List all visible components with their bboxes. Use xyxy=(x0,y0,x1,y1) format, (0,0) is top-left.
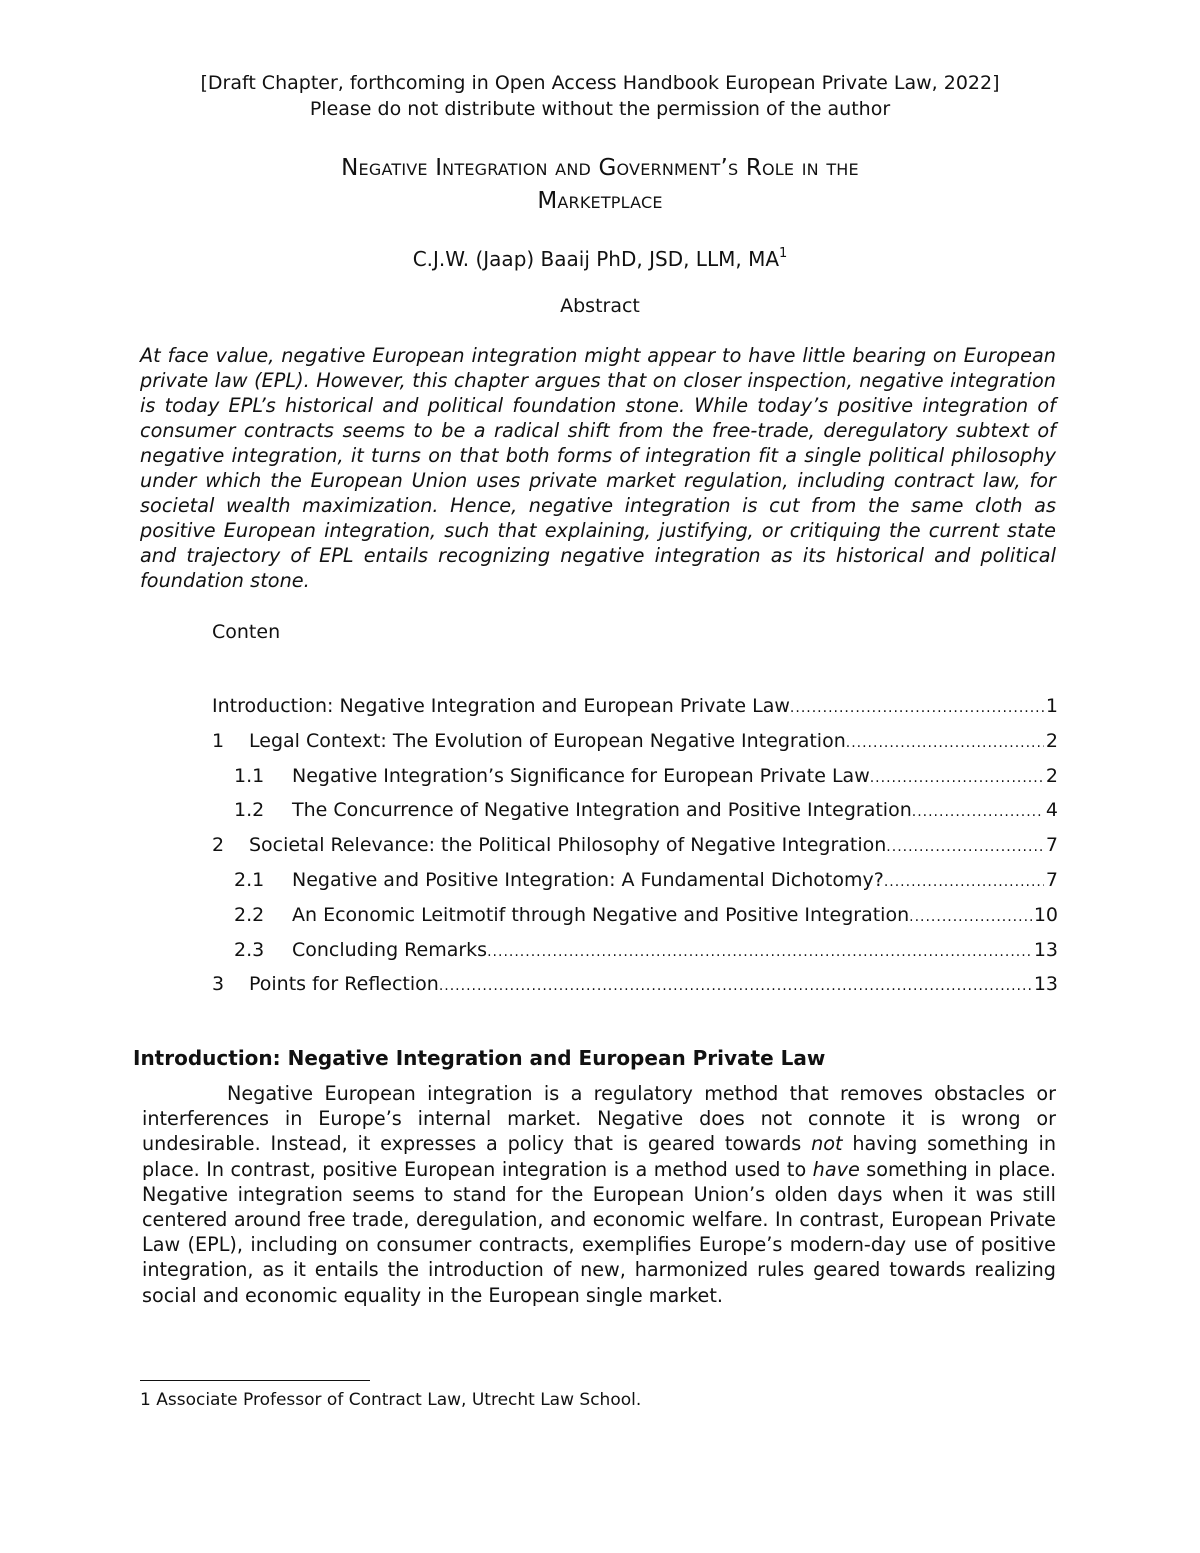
toc-entry[interactable] xyxy=(212,692,1058,727)
toc-entry[interactable] xyxy=(212,796,1058,831)
distribution-notice: Please do not distribute without the permission of the author xyxy=(309,98,891,120)
toc-entry[interactable] xyxy=(212,901,1058,936)
toc-entry-page: 2 xyxy=(1045,729,1058,752)
table-of-contents xyxy=(212,692,1058,1005)
contents-label: Conten xyxy=(212,621,281,643)
toc-dot-leader xyxy=(870,764,1044,792)
toc-entry-title: Introduction: Negative Integration and European Private Law xyxy=(212,695,790,717)
toc-entry-page: 7 xyxy=(1045,834,1058,857)
toc-entry-number: 2.3 xyxy=(234,938,265,961)
footnote-number: 1 xyxy=(140,1390,151,1410)
body-emphasis: have xyxy=(812,1157,860,1181)
toc-entry-title: Legal Context: The Evolution of European Negative Integration xyxy=(249,729,846,752)
toc-entry-number: 1.1 xyxy=(234,764,265,787)
toc-entry-page: 4 xyxy=(1045,799,1058,822)
footnote xyxy=(140,1388,641,1412)
body-paragraph xyxy=(142,1081,1056,1308)
toc-entry-page: 1 xyxy=(1045,695,1058,717)
toc-entry-page: 13 xyxy=(1033,938,1058,961)
toc-entry-number: 3 xyxy=(212,973,225,996)
toc-entry-page: 7 xyxy=(1045,868,1058,891)
draft-header xyxy=(0,70,1200,122)
abstract-label: Abstract xyxy=(560,295,640,317)
author-name: C.J.W. (Jaap) Baaij PhD, JSD, LLM, MA xyxy=(412,247,780,271)
toc-dot-leader xyxy=(909,903,1032,931)
toc-entry[interactable] xyxy=(212,762,1058,797)
toc-entry[interactable] xyxy=(212,970,1058,1005)
body-text-part: having something in place. In contrast, positive European integration is a method used to xyxy=(142,1132,1056,1181)
toc-entry-title: Societal Relevance: the Political Philosophy of Negative Integration xyxy=(249,834,887,857)
toc-entry-title: Concluding Remarks xyxy=(292,938,488,961)
toc-entry-number: 2.1 xyxy=(234,868,265,891)
toc-entry-page: 2 xyxy=(1045,764,1058,787)
toc-entry[interactable] xyxy=(212,866,1058,901)
toc-entry[interactable] xyxy=(212,936,1058,971)
author-footnote-ref[interactable]: 1 xyxy=(779,246,788,261)
abstract-text: At face value, negative European integration might appear to have little bearing on European private law (EPL). However, this chapter argues that on closer inspection, negative integration is today EPL’s historical and political foundation stone. While today’s positive integration of consumer contracts seems to be a radical shift from the free-trade, deregulatory subtext of negative integration, it turns on that both forms of integration fit a single political philosophy under which the European Union uses private market regulation, including contract law, for societal wealth maximization. Hence, negative integration is cut from the same cloth as positive European integration, such that explaining, justifying, or critiquing the current state and trajectory of EPL entails recognizing negative integration as its historical and political foundation stone. xyxy=(140,344,1056,592)
toc-entry-page: 10 xyxy=(1033,903,1058,926)
toc-dot-leader xyxy=(884,868,1044,896)
toc-entry-number: 1.2 xyxy=(234,799,265,822)
footnote-text: Associate Professor of Contract Law, Utrecht Law School. xyxy=(156,1390,642,1410)
toc-dot-leader xyxy=(487,938,1032,966)
chapter-title-line-2: Marketplace xyxy=(537,188,663,214)
toc-dot-leader xyxy=(912,798,1044,826)
toc-entry-number: 2 xyxy=(212,834,225,857)
toc-entry-title: Points for Reflection xyxy=(249,973,439,996)
toc-entry-number: 1 xyxy=(212,729,225,752)
toc-dot-leader xyxy=(439,972,1032,1000)
footnote-separator xyxy=(140,1380,370,1381)
toc-entry[interactable] xyxy=(212,831,1058,866)
toc-entry[interactable] xyxy=(212,727,1058,762)
toc-entry-page: 13 xyxy=(1033,973,1058,996)
toc-entry-number: 2.2 xyxy=(234,903,265,926)
chapter-title xyxy=(140,152,1060,218)
toc-entry-title: Negative Integration’s Significance for European Private Law xyxy=(292,764,870,787)
body-text-part: something in place. Negative integration seems to stand for the European Union’s olden days when it was still centered around free trade, deregulation, and economic welfare. In contrast, European Private Law (EPL), including on consumer contracts, exemplifies Europe’s modern-day use of positive integration, as it entails the introduction of new, harmonized rules geared towards realizing social and economic equality in the European single market. xyxy=(142,1157,1056,1307)
body-emphasis: not xyxy=(811,1132,843,1156)
toc-entry-title: An Economic Leitmotif through Negative and Positive Integration xyxy=(292,903,910,926)
chapter-title-line-1: Negative Integration and Government’s Role in the xyxy=(341,155,859,181)
draft-notice: [Draft Chapter, forthcoming in Open Access Handbook European Private Law, 2022] xyxy=(200,72,1000,94)
body-text-part: Negative European integration is a regulatory method that removes obstacles or interferences in Europe’s internal market. Negative does not connote it is wrong or undesirable. Instead, it expresses a policy that is geared towards xyxy=(142,1082,1056,1156)
toc-dot-leader xyxy=(886,833,1044,861)
toc-entry-title: Negative and Positive Integration: A Fundamental Dichotomy? xyxy=(292,868,884,891)
author-line xyxy=(0,240,1200,273)
toc-entry-title: The Concurrence of Negative Integration and Positive Integration xyxy=(292,799,912,822)
toc-dot-leader xyxy=(790,694,1044,722)
toc-dot-leader xyxy=(846,729,1044,757)
section-heading: Introduction: Negative Integration and European Private Law xyxy=(133,1046,826,1070)
